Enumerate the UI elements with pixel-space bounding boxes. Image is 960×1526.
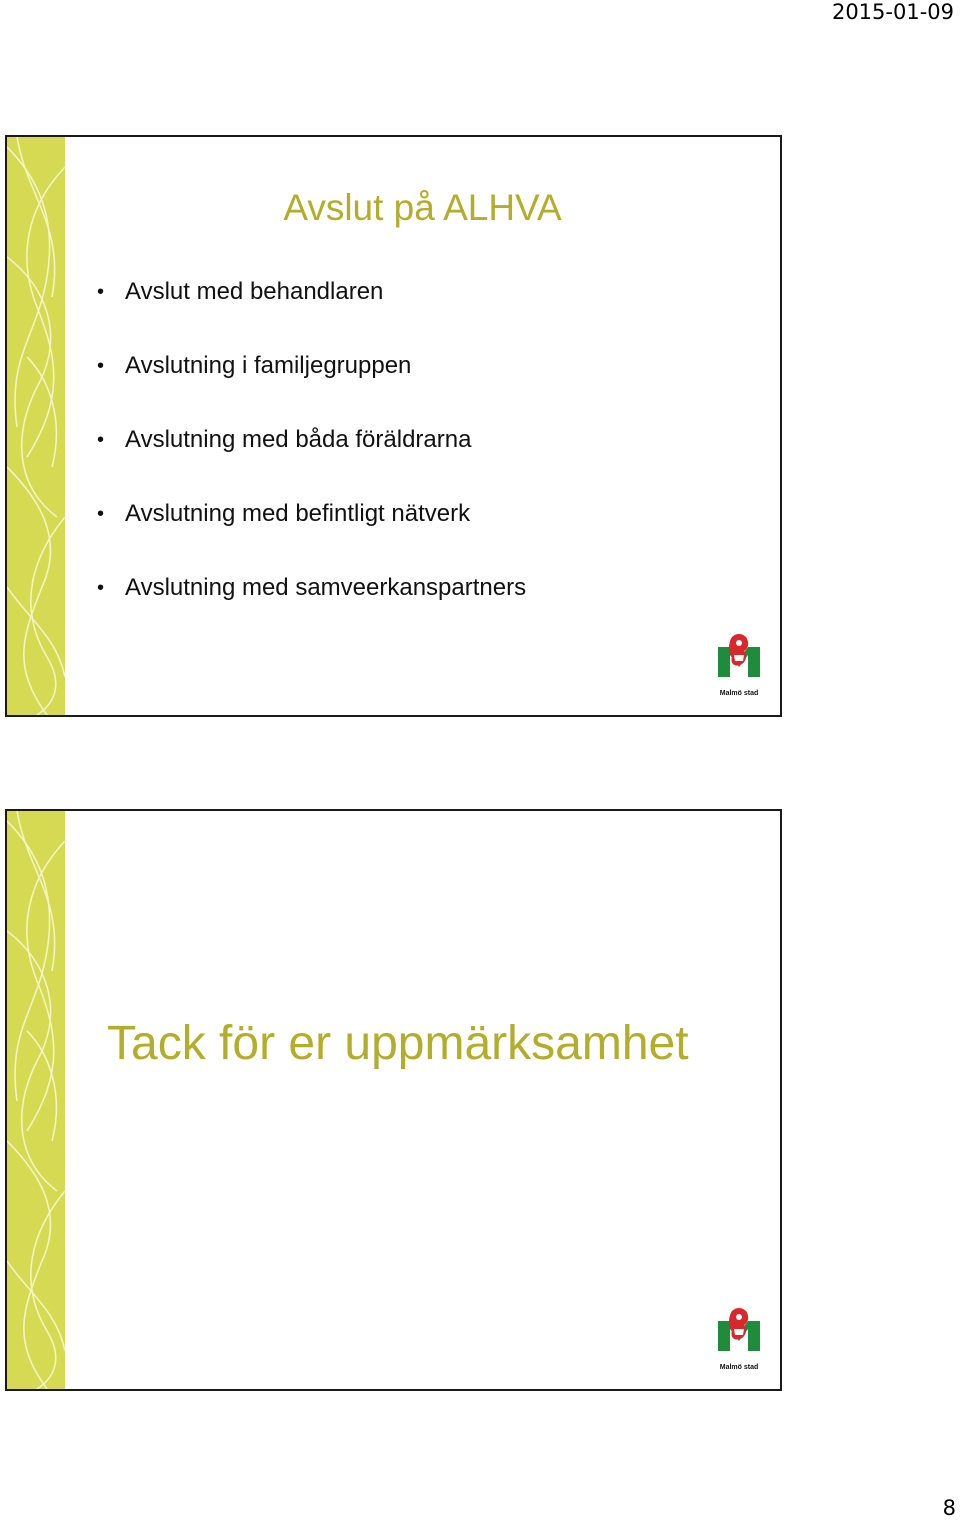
bullet-icon: •	[97, 355, 105, 377]
malmo-stad-logo	[716, 633, 762, 697]
bullet-text: Avslutning med samveerkanspartners	[125, 574, 527, 601]
malmo-stad-logo	[716, 1307, 762, 1371]
bullet-text: Avslut med behandlaren	[125, 278, 384, 305]
bullet-icon: •	[97, 281, 105, 303]
logo-caption: Malmö stad	[719, 1364, 759, 1371]
slide-title: Avslut på ALHVA	[283, 187, 562, 228]
bullet-icon: •	[97, 503, 105, 525]
list-item	[97, 499, 526, 573]
page-date: 2015-01-09	[831, 0, 954, 24]
bullet-text: Avslutning med befintligt nätverk	[125, 500, 471, 527]
list-item	[97, 573, 526, 647]
bullet-icon: •	[97, 429, 105, 451]
decorative-side-band	[7, 811, 65, 1389]
list-item	[97, 425, 526, 499]
swirl-pattern-icon	[7, 811, 65, 1389]
decorative-side-band	[7, 137, 65, 715]
logo-caption: Malmö stad	[719, 690, 759, 697]
page-number: 8	[942, 1496, 956, 1520]
swirl-pattern-icon	[7, 137, 65, 715]
slide-2	[5, 809, 782, 1391]
list-item	[97, 351, 526, 425]
slide-1	[5, 135, 782, 717]
bullet-text: Avslutning med båda föräldrarna	[125, 426, 472, 453]
bullet-icon: •	[97, 577, 105, 599]
city-crest-icon	[716, 1307, 762, 1361]
bullet-text: Avslutning i familjegruppen	[125, 352, 412, 379]
bullet-list	[97, 277, 526, 647]
list-item	[97, 277, 526, 351]
slide-title: Tack för er uppmärksamhet	[107, 1017, 689, 1070]
city-crest-icon	[716, 633, 762, 687]
